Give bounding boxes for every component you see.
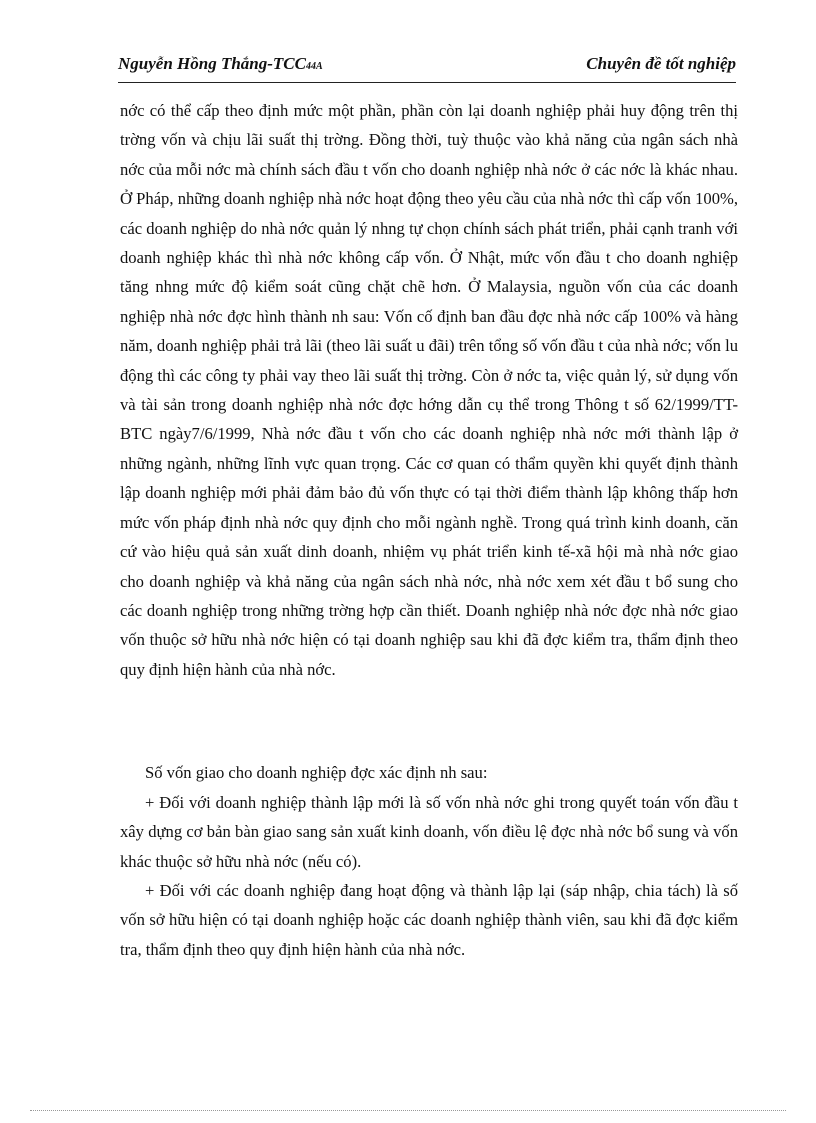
header-divider <box>118 82 736 83</box>
body-paragraph-2: Số vốn giao cho doanh nghiệp đợc xác định nh sau: <box>145 763 488 782</box>
body-paragraph-4: + Đối với các doanh nghiệp đang hoạt động và thành lập lại (sáp nhập, chia tách) là số vốn sở hữu hiện có tại doanh nghiệp hoặc các doanh nghiệp thành viên, sau khi đã đợc kiểm tra, thẩm định theo quy định hiện hành của nhà nớc. <box>120 881 738 959</box>
header-author <box>118 54 323 74</box>
body-paragraph-3: + Đối với doanh nghiệp thành lập mới là số vốn nhà nớc ghi trong quyết toán vốn đầu t xây dựng cơ bản bàn giao sang sản xuất kinh doanh, vốn điều lệ đợc nhà nớc bổ sung và vốn khác thuộc sở hữu nhà nớc (nếu có). <box>120 793 738 871</box>
header-author-name: Nguyễn Hồng Thắng-TCC <box>118 54 306 73</box>
header-author-suffix: 44A <box>305 61 323 72</box>
body-paragraph-1: nớc có thể cấp theo định mức một phần, phần còn lại doanh nghiệp phải huy động trên thị trờng vốn và chịu lãi suất thị trờng. Đồng thời, tuỳ thuộc vào khả năng của ngân sách nhà nớc của mỗi nớc mà chính sách đầu t vốn cho doanh nghiệp nhà nớc ở các nớc là khác nhau. Ở Pháp, những doanh nghiệp nhà nớc hoạt động theo yêu cầu của nhà nớc thì cấp vốn 100%, các doanh nghiệp do nhà nớc quản lý nhng tự chọn chính sách phát triển, phải cạnh tranh với doanh nghiệp khác thì nhà nớc không cấp vốn. Ở Nhật, mức vốn đầu t cho doanh nghiệp tăng nhng mức độ kiểm soát cũng chặt chẽ hơn. Ở Malaysia, nguồn vốn của các doanh nghiệp nhà nớc đợc hình thành nh sau: Vốn cố định ban đầu đợc nhà nớc cấp 100% và hàng năm, doanh nghiệp phải trả lãi (theo lãi suất u đãi) trên tổng số vốn đầu t của nhà nớc; vốn lu động thì các công ty phải vay theo lãi suất thị trờng. Còn ở nớc ta, việc quản lý, sử dụng vốn và tài sản trong doanh nghiệp nhà nớc đợc hớng dẫn cụ thể trong Thông t số 62/1999/TT-BTC ngày7/6/1999, Nhà nớc đầu t vốn cho các doanh nghiệp nhà nớc mới thành lập ở những ngành, những lĩnh vực quan trọng. Các cơ quan có thẩm quyền khi quyết định thành lập doanh nghiệp mới phải đảm bảo đủ vốn thực có tại thời điểm thành lập không thấp hơn mức vốn pháp định nhà nớc quy định cho mỗi ngành nghề. Trong quá trình kinh doanh, căn cứ vào hiệu quả sản xuất dinh doanh, nhiệm vụ phát triển kinh tế-xã hội mà nhà nớc giao cho doanh nghiệp và khả năng của ngân sách nhà nớc, nhà nớc xem xét đầu t bổ sung cho các doanh nghiệp trong những trờng hợp cần thiết. Doanh nghiệp nhà nớc đợc nhà nớc giao vốn thuộc sở hữu nhà nớc hiện có tại doanh nghiệp sau khi đã đợc kiểm tra, thẩm định theo quy định hiện hành của nhà nớc. <box>120 101 738 679</box>
page-header <box>118 54 736 82</box>
footer-divider <box>30 1110 786 1111</box>
header-title: Chuyên đề tốt nghiệp <box>586 54 736 73</box>
